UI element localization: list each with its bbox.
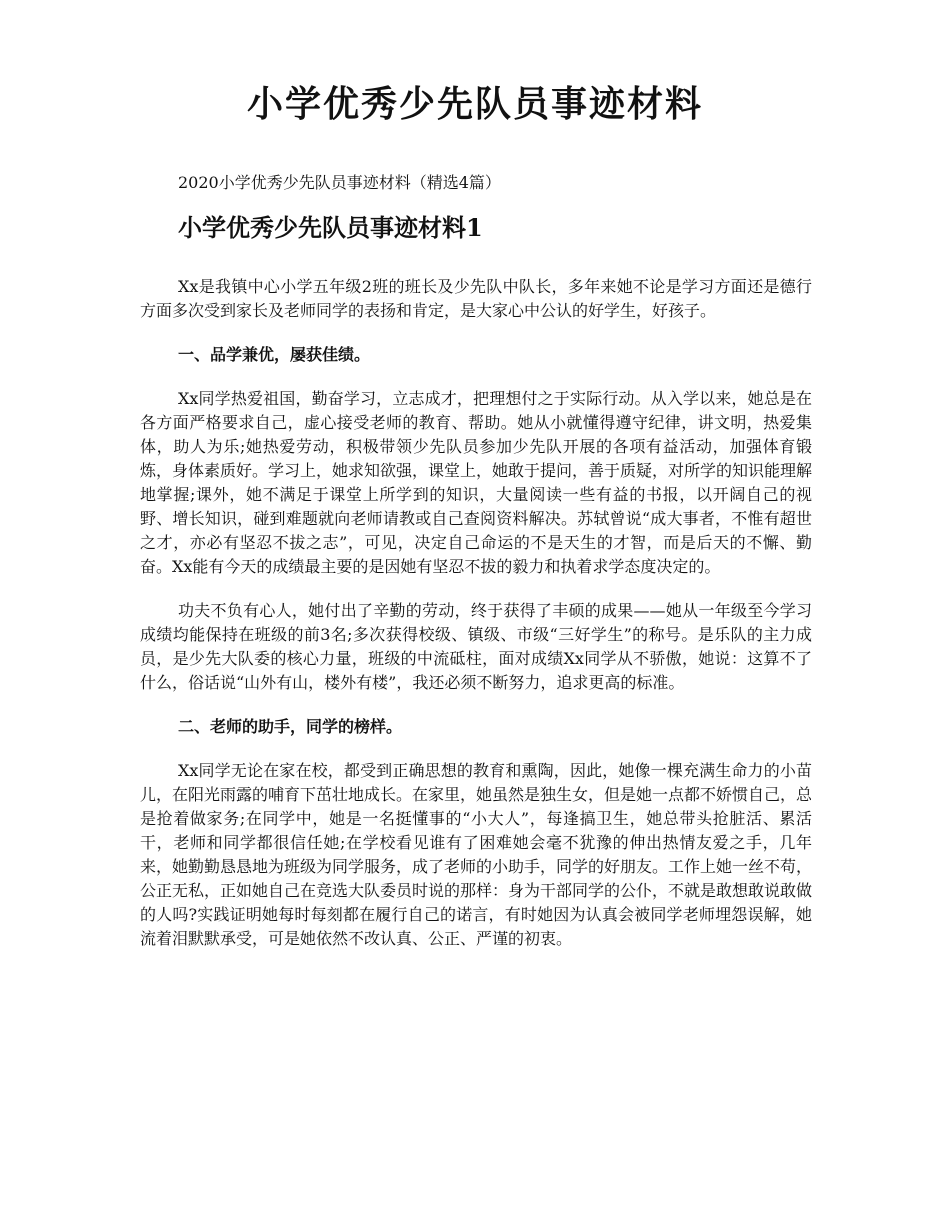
intro-paragraph: Xx是我镇中心小学五年级2班的班长及少先队中队长，多年来她不论是学习方面还是德行方面多次受到家长及老师同学的表扬和肯定，是大家心中公认的好学生，好孩子。 (140, 277, 812, 320)
subheading-1: 一、品学兼优，屡获佳绩。 (178, 345, 371, 364)
document-body (140, 275, 812, 971)
body-paragraph-2: 功夫不负有心人，她付出了辛勤的劳动，终于获得了丰硕的成果——她从一年级至今学习成绩均能保持在班级的前3名;多次获得校级、镇级、市级“三好学生”的称号。是乐队的主力成员，是少先大队委的核心力量，班级的中流砥柱，面对成绩Xx同学从不骄傲，她说：这算不了什么，俗话说“山外有山，楼外有楼”，我还必须不断努力，追求更高的标准。 (140, 601, 812, 692)
document-title: 小学优秀少先队员事迹材料 (246, 83, 703, 125)
document-subtitle: 2020小学优秀少先队员事迹材料（精选4篇） (178, 173, 501, 192)
section-heading: 小学优秀少先队员事迹材料1 (178, 213, 483, 242)
subheading-2: 二、老师的助手，同学的榜样。 (178, 717, 403, 736)
body-paragraph-1: Xx同学热爱祖国，勤奋学习，立志成才，把理想付之于实际行动。从入学以来，她总是在各方面严格要求自己，虚心接受老师的教育、帮助。她从小就懂得遵守纪律，讲文明，热爱集体，助人为乐;她热爱劳动，积极带领少先队员参加少先队开展的各项有益活动，加强体育锻炼，身体素质好。学习上，她求知欲强，课堂上，她敢于提问，善于质疑，对所学的知识能理解地掌握;课外，她不满足于课堂上所学到的知识，大量阅读一些有益的书报，以开阔自己的视野、增长知识，碰到难题就向老师请教或自己查阅资料解决。苏轼曾说“成大事者，不惟有超世之才，亦必有坚忍不拔之志”，可见，决定自己命运的不是天生的才智，而是后天的不懈、勤奋。Xx能有今天的成绩最主要的是因她有坚忍不拔的毅力和执着求学态度决定的。 (140, 389, 813, 576)
body-paragraph-3: Xx同学无论在家在校，都受到正确思想的教育和熏陶，因此，她像一棵充满生命力的小苗儿，在阳光雨露的哺育下茁壮地成长。在家里，她虽然是独生女，但是她一点都不娇惯自己，总是抢着做家务;在同学中，她是一名挺懂事的“小大人”，每逢搞卫生，她总带头抢脏活、累活干，老师和同学都很信任她;在学校看见谁有了困难她会毫不犹豫的伸出热情友爱之手，几年来，她勤勤恳恳地为班级为同学服务，成了老师的小助手，同学的好朋友。工作上她一丝不苟，公正无私，正如她自己在竞选大队委员时说的那样：身为干部同学的公仆，不就是敢想敢说敢做的人吗?实践证明她每时每刻都在履行自己的诺言，有时她因为认真会被同学老师埋怨误解，她流着泪默默承受，可是她依然不改认真、公正、严谨的初衷。 (140, 761, 813, 948)
